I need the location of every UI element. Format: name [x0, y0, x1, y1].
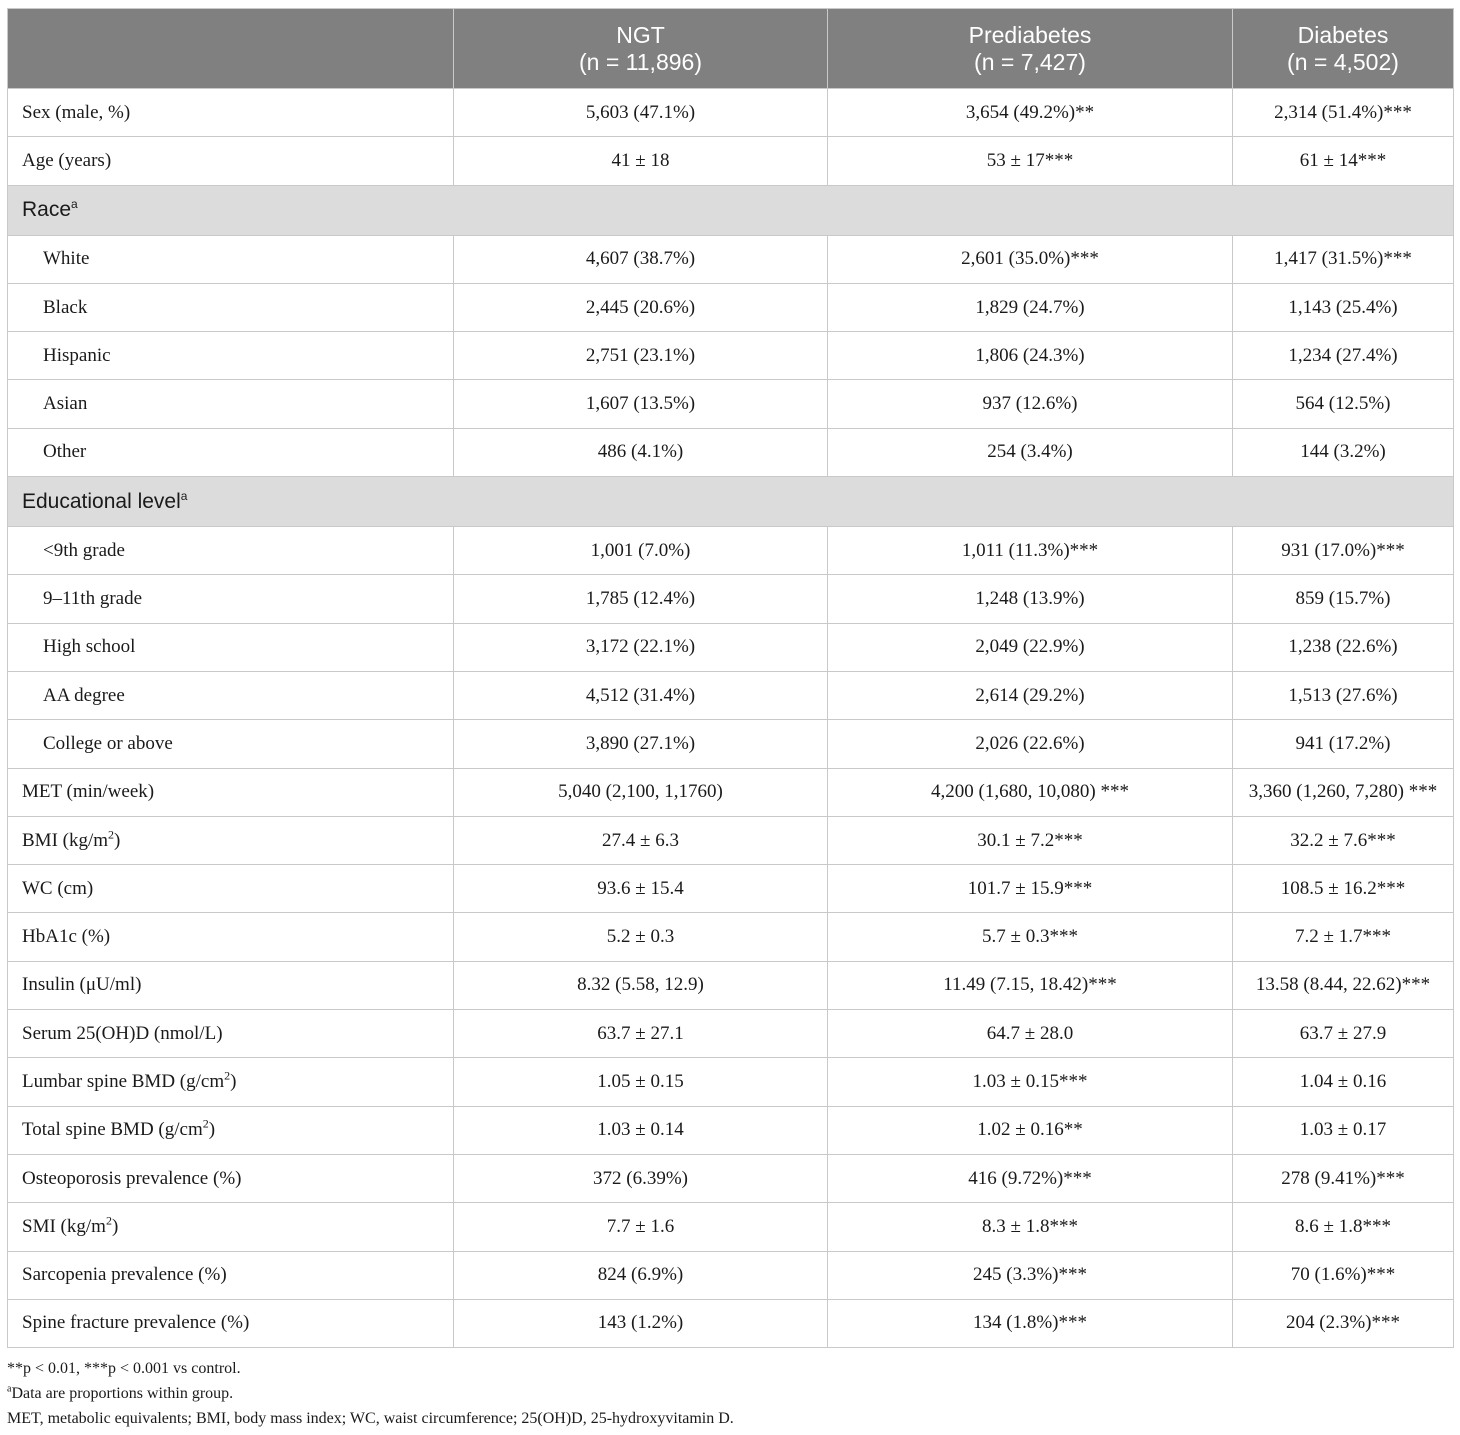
- cell-prediabetes: 134 (1.8%)***: [828, 1299, 1233, 1347]
- row-label: Serum 25(OH)D (nmol/L): [8, 1010, 454, 1058]
- superscript: 2: [224, 1068, 231, 1083]
- cell-ngt: 1.03 ± 0.14: [454, 1106, 828, 1154]
- section-label: [8, 477, 1454, 527]
- row-label: High school: [8, 623, 454, 671]
- cell-prediabetes: 937 (12.6%): [828, 380, 1233, 428]
- row-label: Other: [8, 428, 454, 476]
- row-label: Sex (male, %): [8, 89, 454, 137]
- cell-diabetes: 931 (17.0%)***: [1233, 527, 1454, 575]
- section-row-education: [8, 477, 1454, 527]
- cell-ngt: 5,040 (2,100, 1,1760): [454, 768, 828, 816]
- table-row: [8, 1154, 1454, 1202]
- cell-diabetes: 61 ± 14***: [1233, 137, 1454, 185]
- row-label: WC (cm): [8, 865, 454, 913]
- table-row: [8, 283, 1454, 331]
- cell-prediabetes: 254 (3.4%): [828, 428, 1233, 476]
- cell-prediabetes: 2,614 (29.2%): [828, 671, 1233, 719]
- row-label: White: [8, 235, 454, 283]
- table-row: [8, 1058, 1454, 1106]
- cell-diabetes: 1,143 (25.4%): [1233, 283, 1454, 331]
- cell-prediabetes: 64.7 ± 28.0: [828, 1010, 1233, 1058]
- header-label-col: [8, 9, 454, 89]
- cell-ngt: 2,751 (23.1%): [454, 332, 828, 380]
- section-label-text: Educational level: [22, 489, 181, 513]
- cell-diabetes: 204 (2.3%)***: [1233, 1299, 1454, 1347]
- cell-prediabetes: 2,026 (22.6%): [828, 720, 1233, 768]
- header-prediabetes-name: Prediabetes: [968, 21, 1092, 48]
- cell-prediabetes: 5.7 ± 0.3***: [828, 913, 1233, 961]
- cell-ngt: 1,607 (13.5%): [454, 380, 828, 428]
- header-ngt-name: NGT: [616, 21, 665, 48]
- cell-prediabetes: 1,011 (11.3%)***: [828, 527, 1233, 575]
- cell-prediabetes: 245 (3.3%)***: [828, 1251, 1233, 1299]
- cell-diabetes: 1,417 (31.5%)***: [1233, 235, 1454, 283]
- table-footnotes: [7, 1356, 1453, 1431]
- row-label: Sarcopenia prevalence (%): [8, 1251, 454, 1299]
- footnote-marker: a: [7, 1383, 12, 1395]
- cell-ngt: 1.05 ± 0.15: [454, 1058, 828, 1106]
- cell-prediabetes: 1.02 ± 0.16**: [828, 1106, 1233, 1154]
- table-row: [8, 1299, 1454, 1347]
- cell-prediabetes: 1,829 (24.7%): [828, 283, 1233, 331]
- cell-prediabetes: 2,049 (22.9%): [828, 623, 1233, 671]
- cell-prediabetes: 2,601 (35.0%)***: [828, 235, 1233, 283]
- row-label-end: ): [114, 829, 121, 851]
- table-row: [8, 1010, 1454, 1058]
- cell-ngt: 5,603 (47.1%): [454, 89, 828, 137]
- footnote-abbreviations: MET, metabolic equivalents; BMI, body mass index; WC, waist circumference; 25(OH)D, 25-hydroxyvitamin D.: [7, 1410, 734, 1428]
- section-label: [8, 185, 1454, 235]
- table-row: [8, 961, 1454, 1009]
- cell-diabetes: 1,238 (22.6%): [1233, 623, 1454, 671]
- table-row: [8, 235, 1454, 283]
- cell-prediabetes: 1,248 (13.9%): [828, 575, 1233, 623]
- cell-ngt: 3,890 (27.1%): [454, 720, 828, 768]
- cell-diabetes: 2,314 (51.4%)***: [1233, 89, 1454, 137]
- cell-prediabetes: 30.1 ± 7.2***: [828, 816, 1233, 864]
- cell-diabetes: 70 (1.6%)***: [1233, 1251, 1454, 1299]
- cell-diabetes: 13.58 (8.44, 22.62)***: [1233, 961, 1454, 1009]
- cell-diabetes: 278 (9.41%)***: [1233, 1154, 1454, 1202]
- table-row: [8, 1251, 1454, 1299]
- cell-ngt: 3,172 (22.1%): [454, 623, 828, 671]
- table-row: [8, 575, 1454, 623]
- header-diabetes-n: (n = 4,502): [1287, 48, 1399, 75]
- footnote-significance: **p < 0.01, ***p < 0.001 vs control.: [7, 1360, 241, 1378]
- header-ngt-n: (n = 11,896): [579, 48, 702, 75]
- row-label-text: SMI (kg/m: [22, 1215, 106, 1237]
- table-row: [8, 89, 1454, 137]
- row-label: 9–11th grade: [8, 575, 454, 623]
- row-label: Spine fracture prevalence (%): [8, 1299, 454, 1347]
- footnote-marker: a: [71, 197, 78, 212]
- cell-ngt: 5.2 ± 0.3: [454, 913, 828, 961]
- cell-prediabetes: 101.7 ± 15.9***: [828, 865, 1233, 913]
- cell-prediabetes: 53 ± 17***: [828, 137, 1233, 185]
- row-label-text: BMI (kg/m: [22, 829, 109, 851]
- section-row-race: [8, 185, 1454, 235]
- table-container: [7, 8, 1453, 1431]
- cell-diabetes: 63.7 ± 27.9: [1233, 1010, 1454, 1058]
- table-row: [8, 332, 1454, 380]
- header-ngt: [454, 9, 828, 89]
- cell-ngt: 7.7 ± 1.6: [454, 1203, 828, 1251]
- row-label: College or above: [8, 720, 454, 768]
- row-label: [8, 1058, 454, 1106]
- cell-ngt: 27.4 ± 6.3: [454, 816, 828, 864]
- cell-diabetes: 8.6 ± 1.8***: [1233, 1203, 1454, 1251]
- cell-prediabetes: 8.3 ± 1.8***: [828, 1203, 1233, 1251]
- row-label-end: ): [230, 1070, 237, 1092]
- table-row: [8, 527, 1454, 575]
- cell-prediabetes: 1.03 ± 0.15***: [828, 1058, 1233, 1106]
- table-row: [8, 865, 1454, 913]
- cell-prediabetes: 11.49 (7.15, 18.42)***: [828, 961, 1233, 1009]
- cell-diabetes: 32.2 ± 7.6***: [1233, 816, 1454, 864]
- row-label-end: ): [208, 1119, 216, 1141]
- row-label: [8, 1106, 454, 1154]
- cell-ngt: 93.6 ± 15.4: [454, 865, 828, 913]
- footnote-a: [7, 1381, 1453, 1406]
- table-row: [8, 428, 1454, 476]
- baseline-characteristics-table: [7, 8, 1454, 1348]
- cell-prediabetes: 416 (9.72%)***: [828, 1154, 1233, 1202]
- row-label: Age (years): [8, 137, 454, 185]
- cell-ngt: 63.7 ± 27.1: [454, 1010, 828, 1058]
- row-label: AA degree: [8, 671, 454, 719]
- superscript: 2: [202, 1116, 209, 1131]
- cell-prediabetes: 1,806 (24.3%): [828, 332, 1233, 380]
- table-row: [8, 913, 1454, 961]
- cell-ngt: 4,607 (38.7%): [454, 235, 828, 283]
- table-row: [8, 623, 1454, 671]
- table-row: [8, 1203, 1454, 1251]
- cell-prediabetes: 3,654 (49.2%)**: [828, 89, 1233, 137]
- cell-diabetes: 1.04 ± 0.16: [1233, 1058, 1454, 1106]
- cell-ngt: 41 ± 18: [454, 137, 828, 185]
- row-label: HbA1c (%): [8, 913, 454, 961]
- cell-diabetes: 144 (3.2%): [1233, 428, 1454, 476]
- cell-ngt: 143 (1.2%): [454, 1299, 828, 1347]
- cell-diabetes: 1,234 (27.4%): [1233, 332, 1454, 380]
- cell-ngt: 1,785 (12.4%): [454, 575, 828, 623]
- cell-prediabetes: 4,200 (1,680, 10,080) ***: [828, 768, 1233, 816]
- cell-diabetes: 7.2 ± 1.7***: [1233, 913, 1454, 961]
- row-label: Osteoporosis prevalence (%): [8, 1154, 454, 1202]
- cell-diabetes: 3,360 (1,260, 7,280) ***: [1233, 768, 1454, 816]
- cell-ngt: 4,512 (31.4%): [454, 671, 828, 719]
- header-prediabetes: [828, 9, 1233, 89]
- header-prediabetes-n: (n = 7,427): [974, 48, 1086, 75]
- cell-diabetes: 1.03 ± 0.17: [1233, 1106, 1454, 1154]
- footnote-marker: a: [180, 488, 188, 503]
- row-label-text: Total spine BMD (g/cm: [22, 1119, 203, 1141]
- table-row: [8, 137, 1454, 185]
- cell-diabetes: 941 (17.2%): [1233, 720, 1454, 768]
- cell-diabetes: 1,513 (27.6%): [1233, 671, 1454, 719]
- row-label: [8, 1203, 454, 1251]
- table-row: [8, 671, 1454, 719]
- row-label: [8, 816, 454, 864]
- table-row: [8, 1106, 1454, 1154]
- row-label: MET (min/week): [8, 768, 454, 816]
- cell-ngt: 372 (6.39%): [454, 1154, 828, 1202]
- superscript: 2: [108, 827, 115, 842]
- cell-ngt: 1,001 (7.0%): [454, 527, 828, 575]
- row-label-end: ): [111, 1215, 119, 1237]
- row-label: Hispanic: [8, 332, 454, 380]
- table-row: [8, 380, 1454, 428]
- cell-ngt: 2,445 (20.6%): [454, 283, 828, 331]
- cell-diabetes: 859 (15.7%): [1233, 575, 1454, 623]
- header-diabetes: [1233, 9, 1454, 89]
- row-label: Black: [8, 283, 454, 331]
- cell-diabetes: 564 (12.5%): [1233, 380, 1454, 428]
- cell-ngt: 486 (4.1%): [454, 428, 828, 476]
- section-label-text: Race: [22, 198, 72, 222]
- row-label: <9th grade: [8, 527, 454, 575]
- row-label: Asian: [8, 380, 454, 428]
- cell-ngt: 8.32 (5.58, 12.9): [454, 961, 828, 1009]
- cell-diabetes: 108.5 ± 16.2***: [1233, 865, 1454, 913]
- row-label-text: Lumbar spine BMD (g/cm: [22, 1070, 225, 1092]
- table-row: [8, 720, 1454, 768]
- table-row: [8, 768, 1454, 816]
- table-row: [8, 816, 1454, 864]
- table-header-row: [8, 9, 1454, 89]
- footnote-a-text: Data are proportions within group.: [11, 1385, 234, 1403]
- cell-ngt: 824 (6.9%): [454, 1251, 828, 1299]
- superscript: 2: [105, 1213, 112, 1228]
- header-diabetes-name: Diabetes: [1297, 21, 1389, 48]
- row-label: Insulin (μU/ml): [8, 961, 454, 1009]
